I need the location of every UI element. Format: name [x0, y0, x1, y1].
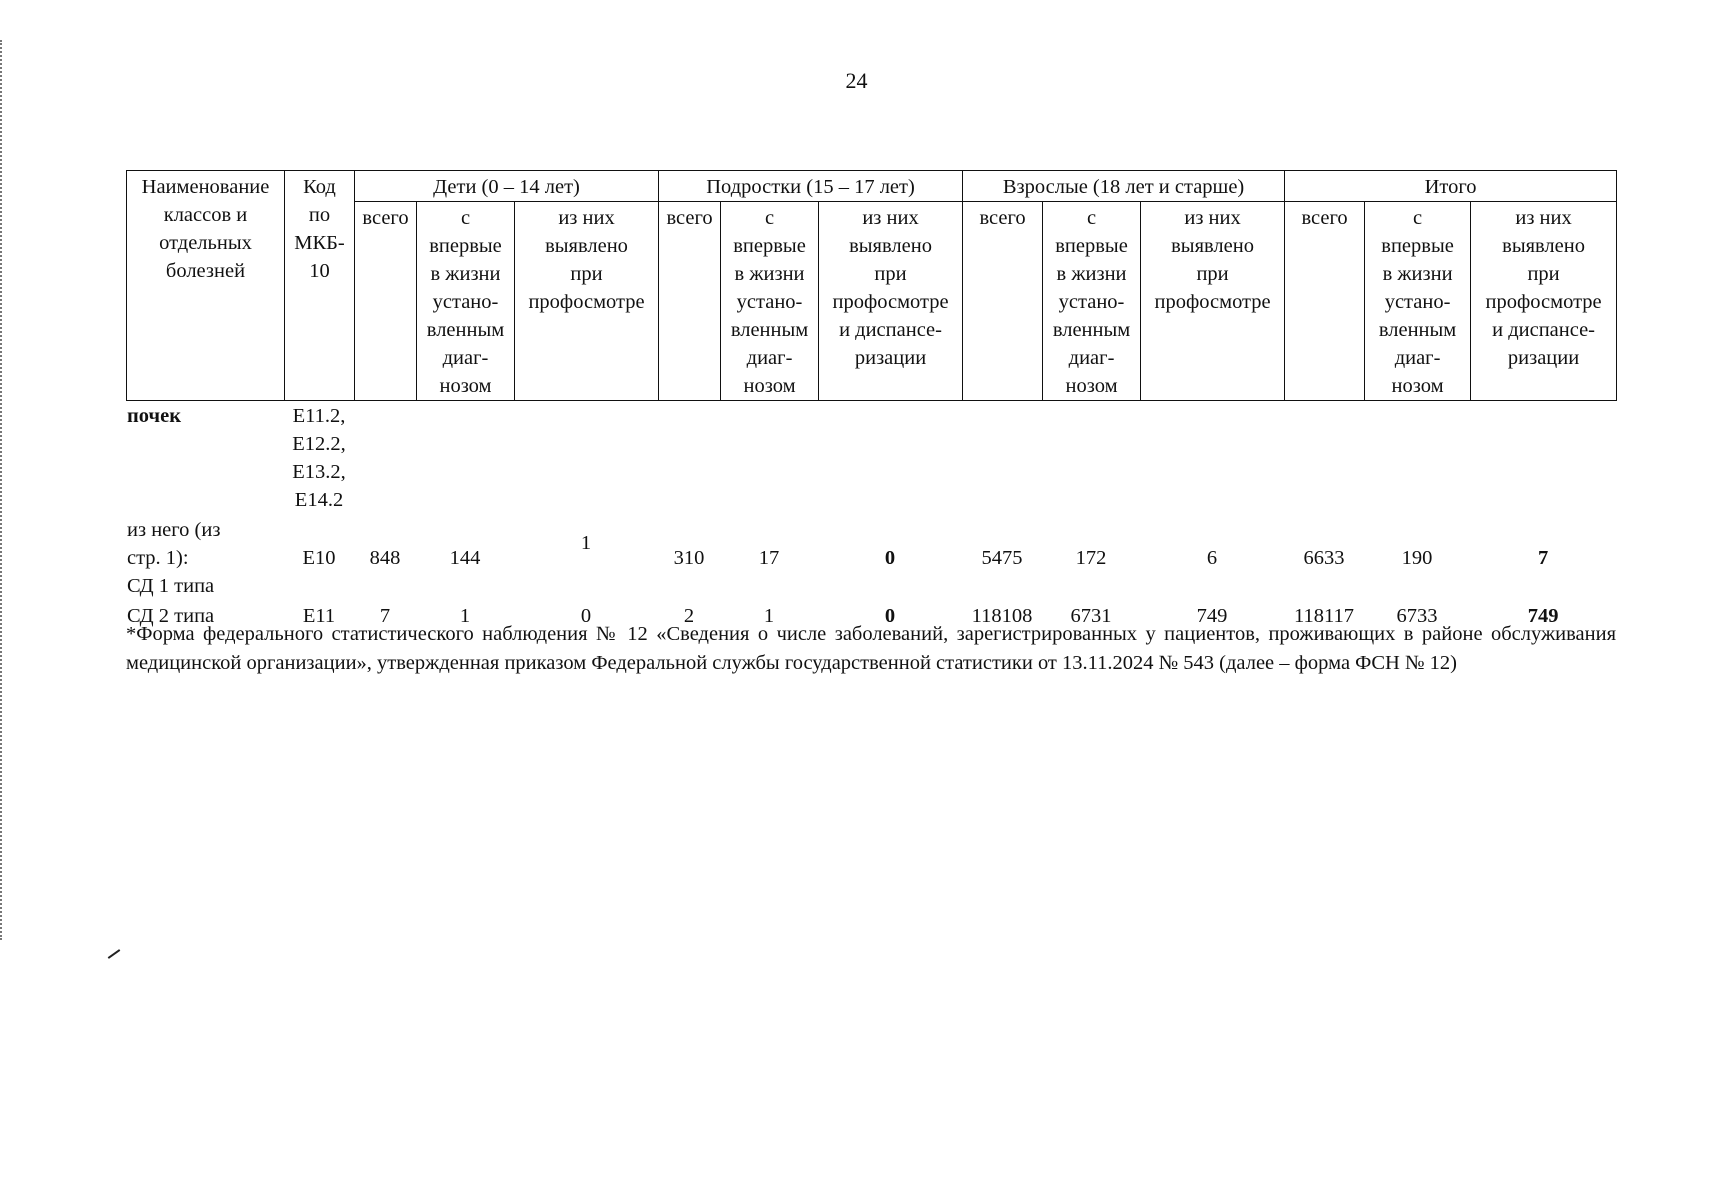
- sub-line: вленным: [426, 319, 505, 341]
- sub-line: диаг-: [442, 347, 489, 369]
- sub-line: вленным: [1052, 319, 1131, 341]
- scan-edge: [0, 40, 6, 940]
- statistics-table: [126, 170, 1616, 631]
- sub-line: из них: [558, 207, 615, 229]
- header-name: [127, 171, 285, 401]
- cell-value: 0: [580, 605, 592, 627]
- sub-first-total: [1365, 202, 1471, 401]
- sub-line: вленным: [730, 319, 809, 341]
- sub-prof-total: [1471, 202, 1617, 401]
- sub-line: устано-: [1384, 291, 1451, 313]
- sub-total-teens: всего: [659, 202, 721, 401]
- sub-line: профосмотре: [1485, 291, 1602, 313]
- sub-line: из них: [1515, 207, 1572, 229]
- sub-line: нозом: [1391, 375, 1444, 397]
- sub-line: при: [570, 263, 603, 285]
- row-code: [284, 401, 354, 515]
- cell-value: 144: [449, 547, 481, 569]
- sub-line: в жизни: [430, 263, 501, 285]
- header-name-line: отдельных: [159, 232, 252, 254]
- cell-value: 190: [1401, 547, 1433, 569]
- header-code-line: Код: [303, 176, 336, 198]
- cell-value: 118108: [971, 605, 1033, 627]
- sub-line: с: [460, 207, 471, 229]
- sub-line: при: [1196, 263, 1229, 285]
- header-name-line: классов и: [163, 204, 248, 226]
- header-name-line: Наименование: [141, 176, 270, 198]
- table-header: [126, 170, 1617, 401]
- sub-line: профосмотре: [528, 291, 645, 313]
- row-code: E10: [302, 547, 336, 569]
- cell-value: 7: [1537, 547, 1549, 569]
- sub-line: и диспансе-: [839, 319, 942, 341]
- cell-value: 1: [580, 532, 592, 554]
- row-name: СД 2 типа: [127, 605, 215, 627]
- cell-value: 6731: [1070, 605, 1112, 627]
- sub-line: при: [1527, 263, 1560, 285]
- row-name: почек: [127, 405, 182, 427]
- cell-value: 310: [673, 547, 705, 569]
- code-line: E14.2: [294, 489, 344, 511]
- sub-line: выявлено: [1171, 235, 1254, 257]
- sub-line: выявлено: [849, 235, 932, 257]
- header-code-line: 10: [309, 260, 330, 282]
- cell-value: 5475: [981, 547, 1023, 569]
- sub-line: впервые: [733, 235, 806, 257]
- sub-first-children: [417, 202, 515, 401]
- sub-line: профосмотре: [832, 291, 949, 313]
- sub-line: в жизни: [1056, 263, 1127, 285]
- row-name: [126, 515, 284, 601]
- header-name-line: болезней: [165, 260, 246, 282]
- cell-value: 848: [369, 547, 401, 569]
- sub-prof-children: [515, 202, 659, 401]
- table-row-type1: [126, 515, 1616, 601]
- sub-line: ризации: [1507, 347, 1580, 369]
- row-code: E11: [302, 605, 336, 627]
- cell-value: 1: [459, 605, 471, 627]
- cell-value: 749: [1196, 605, 1228, 627]
- group-total: Итого: [1285, 171, 1617, 202]
- sub-line: с: [1086, 207, 1097, 229]
- sub-line: профосмотре: [1154, 291, 1271, 313]
- cell-value: 749: [1527, 605, 1559, 627]
- name-line: СД 1 типа: [127, 575, 215, 597]
- sub-line: диаг-: [1068, 347, 1115, 369]
- page-number: 24: [845, 68, 868, 93]
- cell-value: 2: [683, 605, 695, 627]
- cell-value: 7: [379, 605, 391, 627]
- sub-line: и диспансе-: [1492, 319, 1596, 341]
- cell-value: 0: [884, 547, 896, 569]
- group-children: Дети (0 – 14 лет): [355, 171, 659, 202]
- sub-total-total: всего: [1285, 202, 1365, 401]
- sub-first-adults: [1043, 202, 1141, 401]
- sub-total-adults: всего: [963, 202, 1043, 401]
- sub-line: из них: [862, 207, 919, 229]
- header-code-line: по: [308, 204, 331, 226]
- sub-line: впервые: [1055, 235, 1128, 257]
- sub-line: из них: [1184, 207, 1241, 229]
- cell-value: 17: [758, 547, 780, 569]
- header-code-line: МКБ-: [294, 232, 345, 254]
- sub-line: вленным: [1378, 319, 1457, 341]
- sub-line: в жизни: [734, 263, 805, 285]
- code-line: E13.2,: [292, 461, 346, 483]
- code-line: E11.2,: [292, 405, 346, 427]
- name-line: из него (из: [127, 519, 221, 541]
- pen-mark: [108, 949, 121, 959]
- name-line: стр. 1):: [127, 547, 189, 569]
- sub-line: нозом: [743, 375, 796, 397]
- group-teens: Подростки (15 – 17 лет): [659, 171, 963, 202]
- sub-line: ризации: [854, 347, 927, 369]
- sub-line: при: [874, 263, 907, 285]
- code-line: E12.2,: [292, 433, 346, 455]
- sub-line: выявлено: [545, 235, 628, 257]
- sub-prof-adults: [1141, 202, 1285, 401]
- sub-line: устано-: [736, 291, 803, 313]
- cell-value: 1: [763, 605, 775, 627]
- empty-cells: [354, 401, 1616, 515]
- cell-value: 6633: [1303, 547, 1345, 569]
- sub-first-teens: [721, 202, 819, 401]
- group-adults: Взрослые (18 лет и старше): [963, 171, 1285, 202]
- sub-line: впервые: [429, 235, 502, 257]
- sub-line: нозом: [439, 375, 492, 397]
- sub-line: устано-: [432, 291, 499, 313]
- sub-line: в жизни: [1382, 263, 1453, 285]
- sub-line: впервые: [1381, 235, 1454, 257]
- sub-line: диаг-: [1394, 347, 1441, 369]
- cell-value: 6733: [1396, 605, 1438, 627]
- sub-line: нозом: [1065, 375, 1118, 397]
- sub-line: с: [1413, 207, 1423, 229]
- header-code: [285, 171, 355, 401]
- cell-value: 6: [1206, 547, 1218, 569]
- table-row-kidney: [126, 401, 1616, 515]
- table-body: [126, 401, 1616, 631]
- sub-line: выявлено: [1502, 235, 1585, 257]
- footnote: *Форма федерального статистического наблюдения № 12 «Сведения о числе заболеваний, зарегистрированных у пациентов, проживающих в районе обслуживания медицинской организации», утвержденная приказом Федеральной службы государственной статистики от 13.11.2024 № 543 (далее – форма ФСН № 12): [126, 623, 1616, 674]
- sub-total-children: всего: [355, 202, 417, 401]
- sub-line: устано-: [1058, 291, 1125, 313]
- cell-value: 172: [1075, 547, 1107, 569]
- sub-prof-teens: [819, 202, 963, 401]
- sub-line: с: [764, 207, 775, 229]
- sub-line: диаг-: [746, 347, 793, 369]
- cell-value: 118117: [1294, 605, 1354, 627]
- cell-value: 0: [884, 605, 896, 627]
